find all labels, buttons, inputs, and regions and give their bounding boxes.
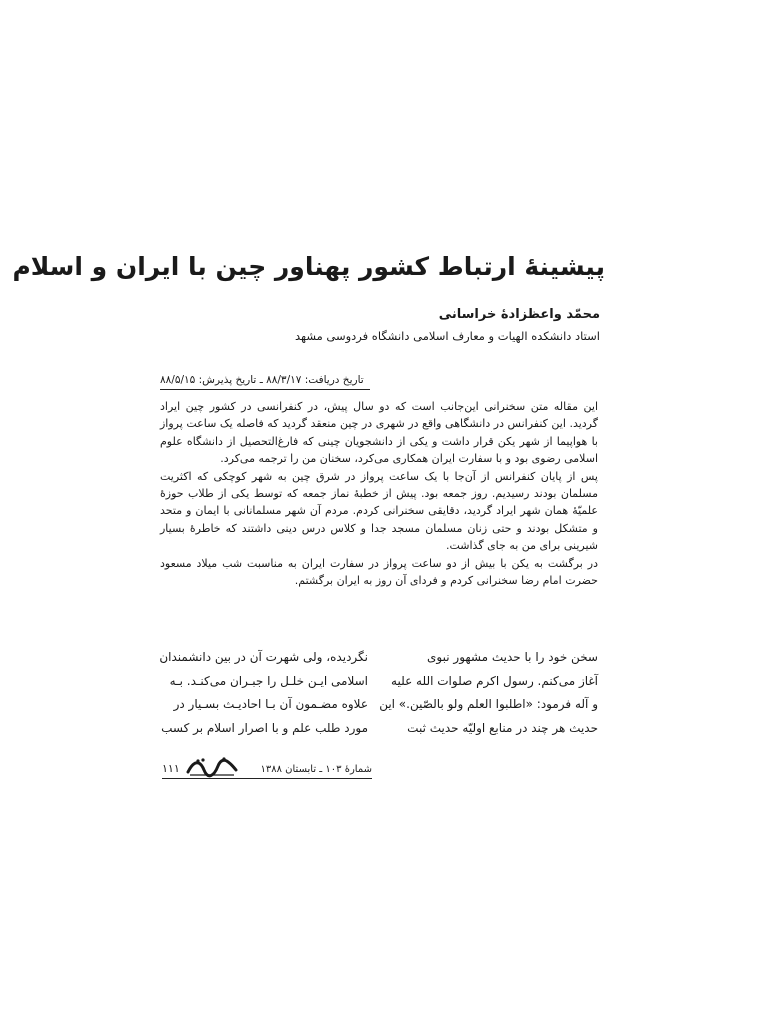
body-line: و آله فرمود: «اطلبوا العلم ولو بالصّین.» این bbox=[379, 697, 598, 711]
page-footer bbox=[162, 756, 372, 780]
abstract-paragraph: پس از پایان کنفرانس از آن‌جا با یک ساعت پرواز در شرق چین به شهر کوچکی که اکثریت مسلمان بودند رسیدیم. روز جمعه بود. پیش از خطبهٔ نماز جمعه که توسط یکی از طلاب حوزهٔ علمیّهٔ همان شهر ایراد گردید، دقایقی سخنرانی کردم. مردم آن شهر مسلمانانی با ایمان و متحد و متشکل بودند و حتی زنان مسلمان مسجد جدا و کلاس درس دینی داشتند که خاطرهٔ بسیار شیرینی برای من به جای گذاشت. bbox=[160, 469, 598, 553]
page-number: ۱۱۱ bbox=[162, 762, 180, 775]
author-name: محمّد واعظزادهٔ خراسانی bbox=[438, 307, 600, 322]
abstract bbox=[160, 398, 598, 589]
body-column-left bbox=[159, 646, 368, 740]
footer-rule bbox=[162, 778, 372, 779]
author-affiliation: استاد دانشکده الهیات و معارف اسلامی دانشگاه فردوسی مشهد bbox=[295, 329, 600, 343]
abstract-paragraph: این مقاله متن سخنرانی این‌جانب است که دو سال پیش، در کنفرانسی در کشور چین ایراد گردید. این کنفرانس در دانشگاهی واقع در شهری در چین منعقد گردید که فاصله یک ساعت پرواز با هواپیما از شهر یکن قرار داشت و یکی از دانشجویان چینی که فارغ‌التحصیل از دانشگاه علوم اسلامی رضوی بود و با سفارت ایران همکاری می‌کرد، سخنان من را ترجمه می‌کرد. bbox=[160, 400, 598, 466]
body-column-right bbox=[379, 646, 598, 740]
received-accepted-dates: تاریخ دریافت: ۸۸/۳/۱۷ ـ تاریخ پذیرش: ۸۸/۵/۱۵ bbox=[160, 372, 370, 390]
body-line: نگردیده، ولی شهرت آن در بین دانشمندان bbox=[159, 650, 368, 664]
article-title: پیشینهٔ ارتباط کشور پهناور چین با ایران و اسلام bbox=[12, 252, 605, 281]
body-line: سخن خود را با حدیث مشهور نبوی bbox=[427, 650, 598, 664]
abstract-paragraph: در برگشت به یکن با بیش از دو ساعت پرواز در سفارت ایران به مناسبت شب میلاد مسعود حضرت امام رضا سخنرانی کردم و فردای آن روز به ایران برگشتم. bbox=[160, 556, 598, 588]
body-line: حدیث هر چند در منابع اولیّه حدیث ثبت bbox=[407, 720, 598, 735]
mishkat-logo-icon bbox=[184, 756, 240, 778]
body-line: علاوه مضـمون آن بـا احادیـث بسـیار در bbox=[173, 697, 368, 711]
body-line: اسلامی ایـن خلـل را جبـران می‌کنـد. بـه bbox=[169, 673, 368, 688]
issue-info: شمارهٔ ۱۰۳ ـ تابستان ۱۳۸۸ bbox=[260, 764, 372, 775]
body-line: آغاز می‌کنم. رسول اکرم صلوات الله علیه bbox=[391, 673, 598, 688]
body-line: مورد طلب علم و با اصرار اسلام بر کسب bbox=[161, 720, 368, 735]
